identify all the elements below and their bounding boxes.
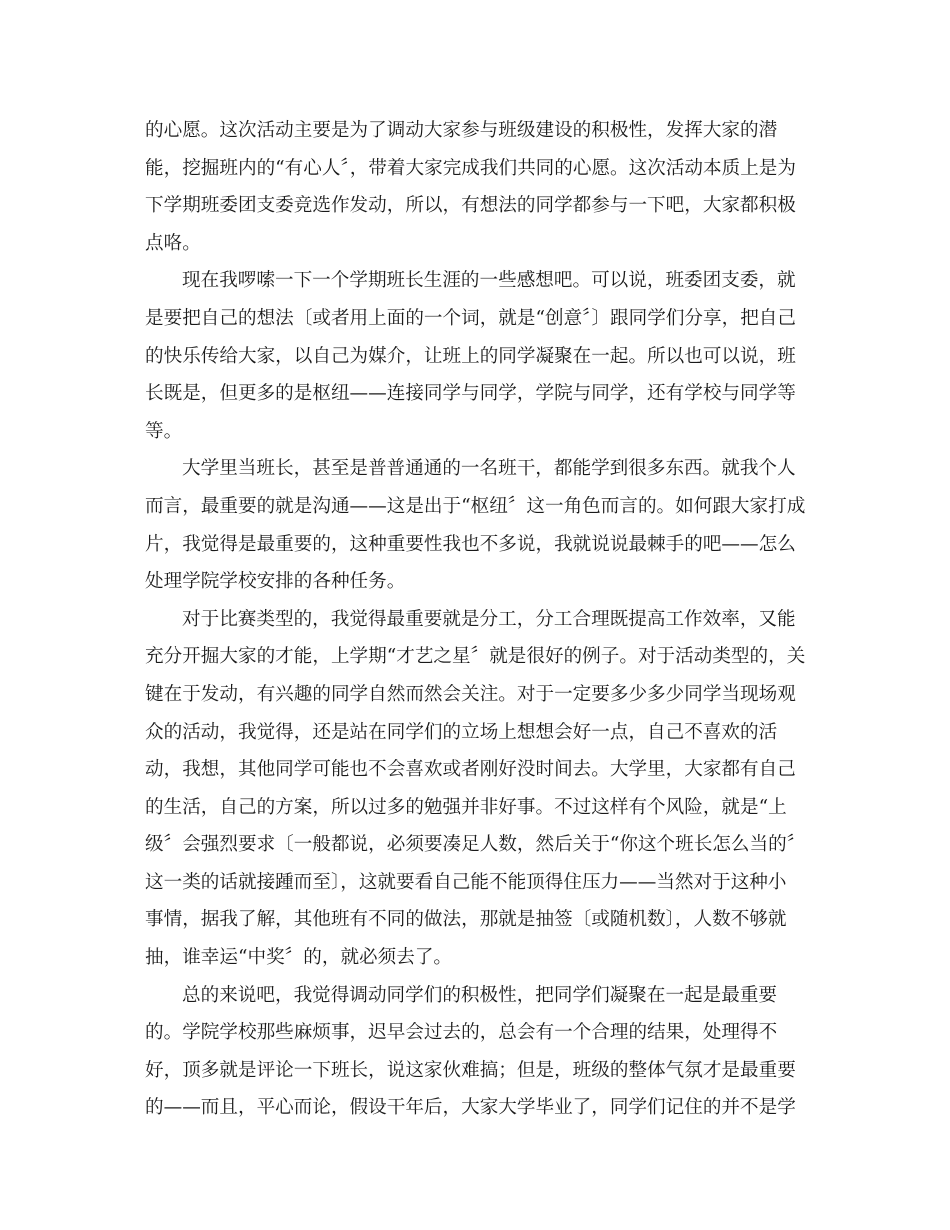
paragraph xyxy=(145,112,810,262)
text-line: 的心愿。这次活动主要是为了调动大家参与班级建设的积极性，发挥大家的潜 xyxy=(145,120,778,141)
text-line: 充分开掘大家的才能，上学期“才艺之星〞就是很好的例子。对于活动类型的，关 xyxy=(145,646,806,668)
paragraph xyxy=(145,601,810,977)
text-line: 抽，谁幸运“中奖〞的，就必须去了。 xyxy=(145,947,453,969)
text-line: 好，顶多就是评论一下班长，说这家伙难搞；但是，班级的整体气氛才是最重要 xyxy=(145,1059,796,1081)
text-line: 长既是，但更多的是枢纽——连接同学与同学，学院与同学，还有学校与同学等 xyxy=(145,383,796,405)
text-line: 的快乐传给大家，以自己为媒介，让班上的同学凝聚在一起。所以也可以说，班 xyxy=(145,345,796,367)
text-line: 等。 xyxy=(145,420,183,442)
text-line: 能，挖掘班内的“有心人〞，带着大家完成我们共同的心愿。这次活动本质上是为 xyxy=(145,157,796,179)
text-line: 级〞会强烈要求〔一般都说，必须要凑足人数，然后关于“你这个班长怎么当的〞 xyxy=(145,834,806,856)
text-line: 处理学院学校安排的各种任务。 xyxy=(145,571,406,593)
text-line: 众的活动，我觉得，还是站在同学们的立场上想想会好一点，自己不喜欢的活 xyxy=(145,721,778,743)
text-line: 是要把自己的想法〔或者用上面的一个词，就是“创意〞〕跟同学们分享，把自己 xyxy=(145,307,796,329)
text-line: 点咯。 xyxy=(145,232,201,254)
paragraph xyxy=(145,450,810,600)
text-line: 总的来说吧，我觉得调动同学们的积极性，把同学们凝聚在一起是最重要 xyxy=(182,984,778,1006)
text-line: 的生活，自己的方案，所以过多的勉强并非好事。不过这样有个风险，就是“上 xyxy=(145,796,787,818)
text-line: 而言，最重要的就是沟通——这是出于“枢纽〞这一角色而言的。如何跟大家打成 xyxy=(145,495,806,517)
text-line: 的——而且，平心而论，假设干年后，大家大学毕业了，同学们记住的并不是学 xyxy=(145,1097,796,1119)
text-line: 现在我啰嗦一下一个学期班长生涯的一些感想吧。可以说，班委团支委，就 xyxy=(182,270,796,292)
body-text xyxy=(145,112,810,1127)
paragraph xyxy=(145,262,810,450)
paragraph xyxy=(145,977,810,1127)
text-line: 这一类的话就接踵而至〕，这就要看自己能不能顶得住压力——当然对于这种小 xyxy=(145,871,787,893)
text-line: 的。学院学校那些麻烦事，迟早会过去的，总会有一个合理的结果，处理得不 xyxy=(145,1022,778,1044)
text-line: 键在于发动，有兴趣的同学自然而然会关注。对于一定要多少多少同学当现场观 xyxy=(145,683,796,705)
text-line: 对于比赛类型的，我觉得最重要就是分工，分工合理既提高工作效率，又能 xyxy=(182,608,796,630)
text-line: 下学期班委团支委竞选作发动，所以，有想法的同学都参与一下吧，大家都积极 xyxy=(145,195,796,217)
text-line: 事情，据我了解，其他班有不同的做法，那就是抽签〔或随机数〕，人数不够就 xyxy=(145,909,787,931)
text-line: 片，我觉得是最重要的，这种重要性我也不多说，我就说说最棘手的吧——怎么 xyxy=(145,533,796,555)
text-line: 动，我想，其他同学可能也不会喜欢或者刚好没时间去。大学里，大家都有自己 xyxy=(145,759,796,781)
text-line: 大学里当班长，甚至是普普通通的一名班干，都能学到很多东西。就我个人 xyxy=(182,458,796,480)
